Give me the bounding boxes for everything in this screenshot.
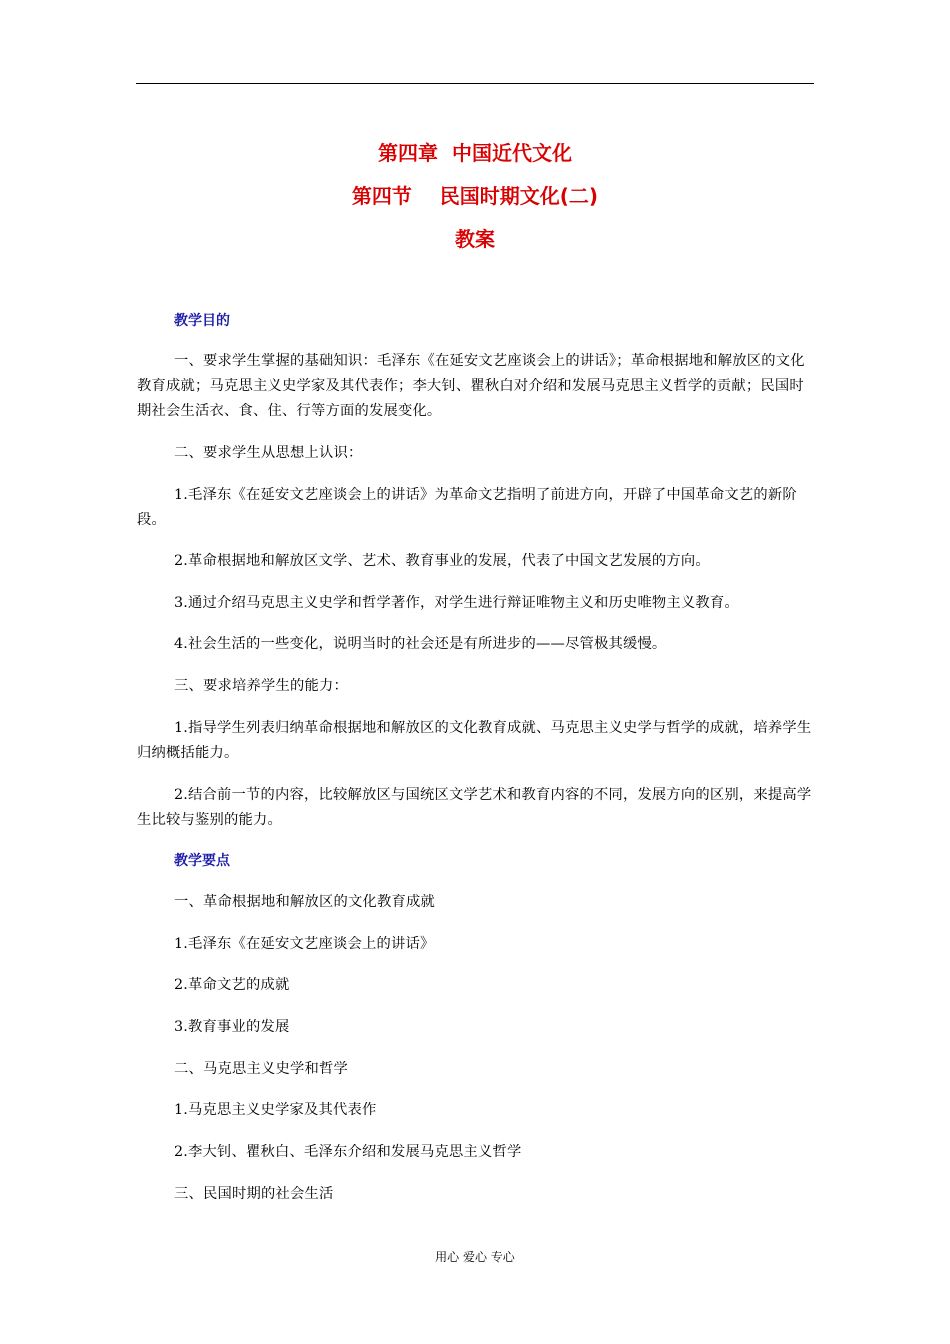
- objectives-heading: 教学目的: [174, 313, 230, 329]
- section-title: 第四节 民国时期文化(二): [351, 184, 599, 208]
- key-point-item: 1.毛泽东《在延安文艺座谈会上的讲话》: [174, 936, 435, 952]
- objectives-paragraph-5: 3.通过介绍马克思主义史学和哲学著作，对学生进行辩证唯物主义和历史唯物主义教育。: [174, 595, 739, 611]
- objectives-paragraph-2: 二、要求学生从思想上认识：: [174, 445, 363, 461]
- objectives-paragraph-3: 1.毛泽东《在延安文艺座谈会上的讲话》为革命文艺指明了前进方向，开辟了中国革命文艺的新阶段。: [137, 487, 797, 528]
- key-point-item: 一、革命根据地和解放区的文化教育成就: [174, 894, 435, 910]
- key-point-item: 2.李大钊、瞿秋白、毛泽东介绍和发展马克思主义哲学: [174, 1144, 522, 1160]
- page-footer: 用心 爱心 专心: [435, 1250, 515, 1264]
- key-point-item: 3.教育事业的发展: [174, 1019, 290, 1035]
- chapter-title: 第四章 中国近代文化: [378, 141, 572, 165]
- objectives-paragraph-1: 一、要求学生掌握的基础知识：毛泽东《在延安文艺座谈会上的讲话》；革命根据地和解放区的文化教育成就；马克思主义史学家及其代表作；李大钊、瞿秋白对介绍和发展马克思主义哲学的贡献；民国时期社会生活衣、食、住、行等方面的发展变化。: [137, 353, 805, 419]
- doc-type-title: 教案: [455, 227, 495, 251]
- objectives-paragraph-8: 1.指导学生列表归纳革命根据地和解放区的文化教育成就、马克思主义史学与哲学的成就，培养学生归纳概括能力。: [137, 720, 812, 761]
- objectives-paragraph-6: 4.社会生活的一些变化，说明当时的社会还是有所进步的——尽管极其缓慢。: [174, 636, 667, 652]
- key-point-item: 三、民国时期的社会生活: [174, 1186, 334, 1202]
- header-rule: [136, 83, 814, 84]
- key-point-item: 2.革命文艺的成就: [174, 977, 290, 993]
- objectives-paragraph-4: 2.革命根据地和解放区文学、艺术、教育事业的发展，代表了中国文艺发展的方向。: [174, 553, 710, 569]
- key-point-item: 1.马克思主义史学家及其代表作: [174, 1102, 377, 1118]
- key-points-heading: 教学要点: [174, 853, 230, 869]
- objectives-paragraph-7: 三、要求培养学生的能力：: [174, 678, 348, 694]
- key-point-item: 二、马克思主义史学和哲学: [174, 1061, 348, 1077]
- objectives-paragraph-9: 2.结合前一节的内容，比较解放区与国统区文学艺术和教育内容的不同，发展方向的区别，来提高学生比较与鉴别的能力。: [137, 787, 812, 828]
